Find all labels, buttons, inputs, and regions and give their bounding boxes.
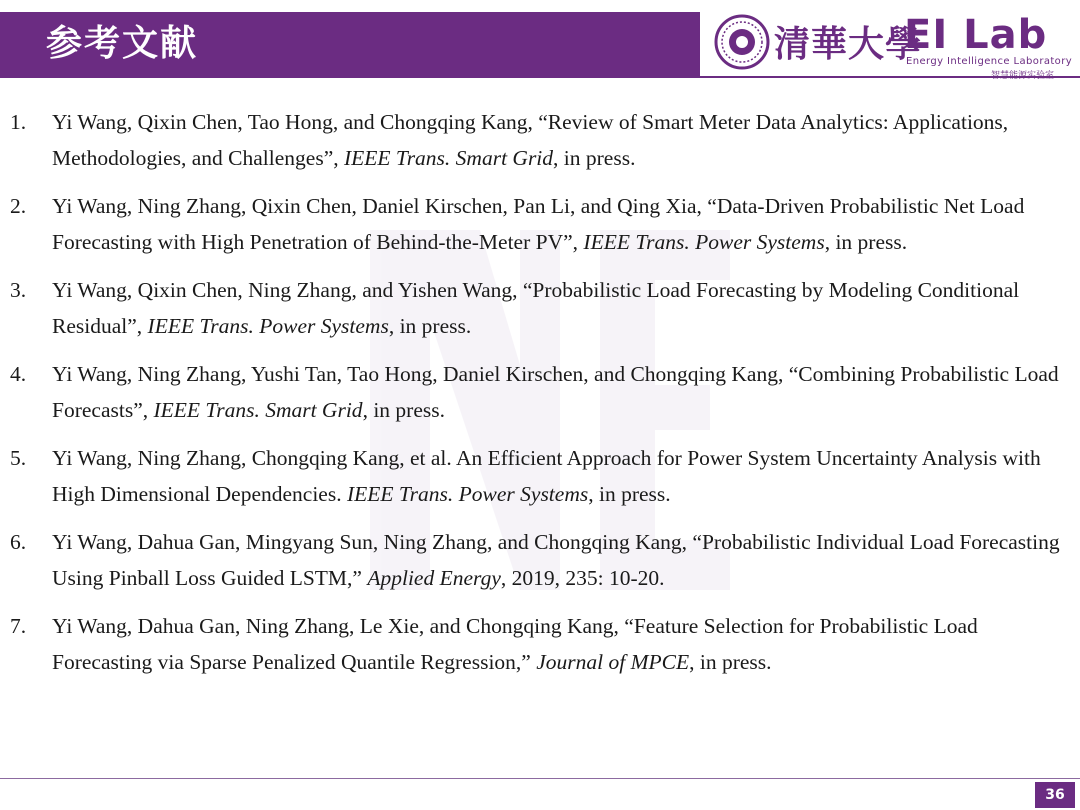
title-bar <box>0 12 700 76</box>
reference-status: , in press. <box>689 650 772 674</box>
reference-journal: IEEE Trans. Power Systems <box>147 314 389 338</box>
reference-list <box>10 104 1070 692</box>
page-title: 参考文献 <box>46 23 199 64</box>
reference-item <box>10 188 1070 260</box>
reference-authors-title: Yi Wang, Qixin Chen, Ning Zhang, and Yishen Wang, “Probabilistic Load Forecasting by Modeling Conditional Residual”, <box>52 278 1020 338</box>
reference-journal: IEEE Trans. Power Systems <box>346 482 589 506</box>
reference-item <box>10 272 1070 344</box>
reference-number: 7. <box>10 614 27 638</box>
reference-item <box>10 356 1070 428</box>
reference-authors-title: Yi Wang, Qixin Chen, Tao Hong, and Chongqing Kang, “Review of Smart Meter Data Analytics: Applications, Methodologies, and Challenges”, <box>52 110 1009 170</box>
reference-status: , in press. <box>388 314 472 338</box>
reference-status: , 2019, 235: 10-20. <box>500 566 665 590</box>
reference-item <box>10 104 1070 176</box>
reference-status: , in press. <box>362 398 445 422</box>
reference-status: , in press. <box>553 146 636 170</box>
reference-journal: Journal of MPCE <box>536 650 690 674</box>
eilab-logo: EI Lab <box>904 12 1048 58</box>
reference-journal: IEEE Trans. Power Systems <box>583 230 825 254</box>
university-name-logo: 清華大學 <box>774 23 923 65</box>
reference-number: 1. <box>10 110 27 134</box>
header-logo-area <box>704 8 1074 81</box>
lab-name-english: Energy Intelligence Laboratory <box>906 56 1073 67</box>
reference-authors-title: Yi Wang, Ning Zhang, Yushi Tan, Tao Hong, Daniel Kirschen, and Chongqing Kang, “Combining Probabilistic Load Forecasts”, <box>52 362 1059 422</box>
reference-number: 5. <box>10 446 27 470</box>
reference-authors-title: Yi Wang, Ning Zhang, Qixin Chen, Daniel Kirschen, Pan Li, and Qing Xia, “Data-Driven Probabilistic Net Load Forecasting with High Penetration of Behind-the-Meter PV”, <box>52 194 1025 254</box>
reference-journal: IEEE Trans. Smart Grid <box>153 398 363 422</box>
reference-item <box>10 608 1070 680</box>
reference-number: 3. <box>10 278 27 302</box>
reference-journal: Applied Energy <box>367 566 501 590</box>
reference-item <box>10 440 1070 512</box>
header-divider <box>0 76 1080 78</box>
reference-authors-title: Yi Wang, Dahua Gan, Mingyang Sun, Ning Zhang, and Chongqing Kang, “Probabilistic Individual Load Forecasting Using Pinball Loss Guided LSTM,” <box>52 530 1060 590</box>
lab-name-chinese: 智慧能源实验室 <box>991 71 1055 81</box>
reference-journal: IEEE Trans. Smart Grid <box>343 146 554 170</box>
university-seal-icon <box>714 14 770 70</box>
page-number-badge: 36 <box>1035 782 1075 808</box>
footer-divider <box>0 778 1080 779</box>
reference-item <box>10 524 1070 596</box>
reference-authors-title: Yi Wang, Dahua Gan, Ning Zhang, Le Xie, and Chongqing Kang, “Feature Selection for Probabilistic Load Forecasting via Sparse Penalized Quantile Regression,” <box>52 614 978 674</box>
reference-status: , in press. <box>824 230 908 254</box>
reference-authors-title: Yi Wang, Ning Zhang, Chongqing Kang, et al. An Efficient Approach for Power System Uncertainty Analysis with High Dimensional Dependencies. <box>52 446 1041 506</box>
reference-number: 4. <box>10 362 27 386</box>
reference-number: 6. <box>10 530 27 554</box>
reference-status: , in press. <box>588 482 671 506</box>
reference-number: 2. <box>10 194 27 218</box>
